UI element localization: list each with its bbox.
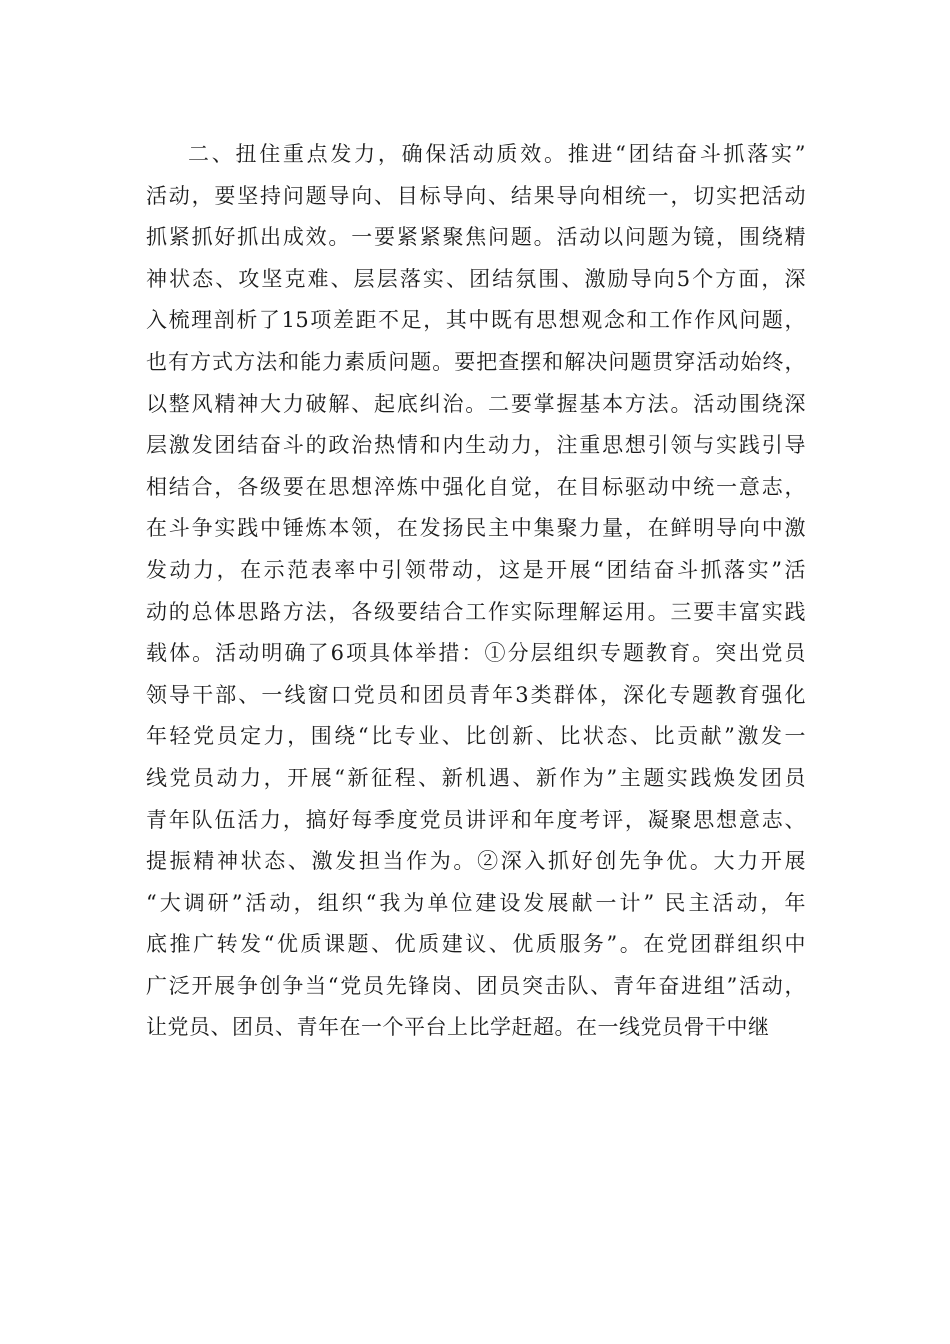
paragraph-line: 也有方式方法和能力素质问题。要把查摆和解决问题贯穿活动始终， [146,349,806,374]
paragraph-line: 让党员、团员、青年在一个平台上比学赶超。在一线党员骨干中继 [146,1015,770,1040]
paragraph-line: 抓紧抓好抓出成效。一要紧紧聚焦问题。活动以问题为镜，围绕精 [146,225,806,250]
paragraph-line: 载体。活动明确了6项具体举措：①分层组织专题教育。突出党员 [146,641,806,666]
body-paragraph [146,134,806,1049]
paragraph-line: 相结合，各级要在思想淬炼中强化自觉，在目标驱动中统一意志， [146,474,806,499]
paragraph-line: 年轻党员定力，围绕“比专业、比创新、比状态、比贡献”激发一 [146,724,806,749]
paragraph-line: 以整风精神大力破解、起底纠治。二要掌握基本方法。活动围绕深 [146,391,806,416]
paragraph-line: 青年队伍活力，搞好每季度党员讲评和年度考评，凝聚思想意志、 [146,807,806,832]
paragraph-line: 提振精神状态、激发担当作为。②深入抓好创先争优。大力开展 [146,849,806,874]
paragraph-line: 在斗争实践中锤炼本领，在发扬民主中集聚力量，在鲜明导向中激 [146,516,806,541]
paragraph-line: 发动力，在示范表率中引领带动，这是开展“团结奋斗抓落实”活 [146,557,806,582]
paragraph-line: 二、扭住重点发力，确保活动质效。推进“团结奋斗抓落实” [188,142,806,166]
paragraph-line: “大调研”活动，组织“我为单位建设发展献一计” 民主活动，年 [146,890,806,915]
paragraph-line: 活动，要坚持问题导向、目标导向、结果导向相统一，切实把活动 [146,183,806,208]
paragraph-line: 入梳理剖析了15项差距不足，其中既有思想观念和工作作风问题， [146,308,806,333]
paragraph-line: 层激发团结奋斗的政治热情和内生动力，注重思想引领与实践引导 [146,433,806,458]
paragraph-line: 底推广转发“优质课题、优质建议、优质服务”。在党团群组织中 [146,932,806,957]
paragraph-line: 领导干部、一线窗口党员和团员青年3类群体，深化专题教育强化 [146,682,806,707]
paragraph-line: 广泛开展争创争当“党员先锋岗、团员突击队、青年奋进组”活动， [146,973,806,998]
paragraph-line: 动的总体思路方法，各级要结合工作实际理解运用。三要丰富实践 [146,599,806,624]
paragraph-line: 线党员动力，开展“新征程、新机遇、新作为”主题实践焕发团员 [146,765,806,790]
paragraph-line: 神状态、攻坚克难、层层落实、团结氛围、激励导向5个方面，深 [146,266,806,291]
